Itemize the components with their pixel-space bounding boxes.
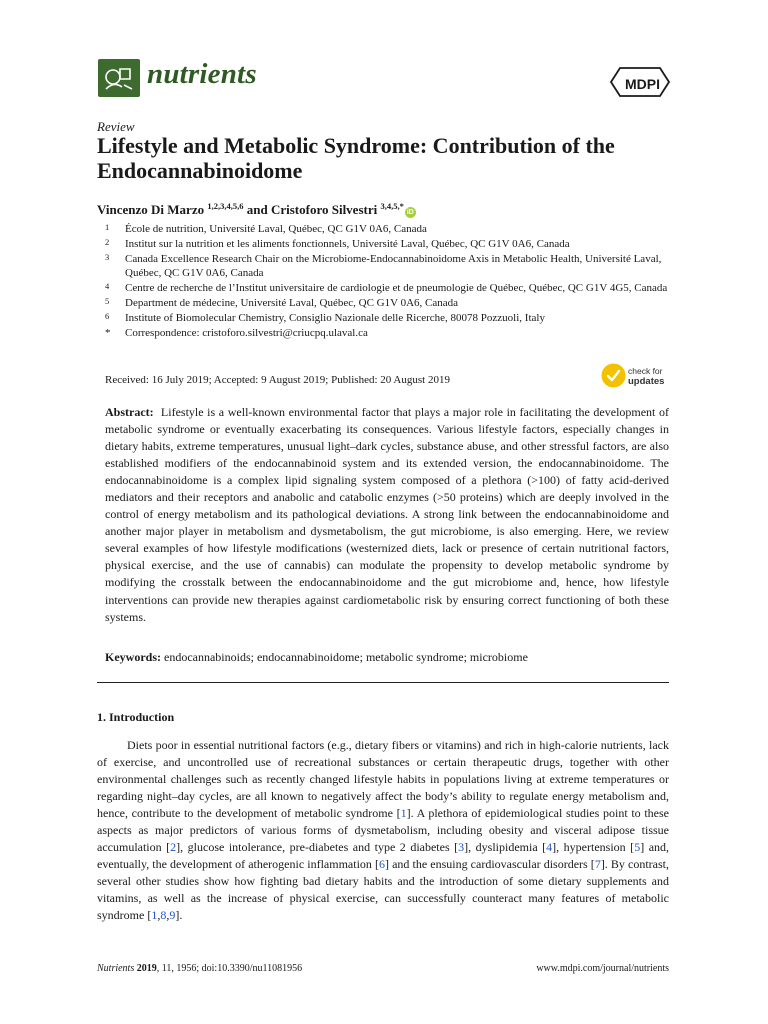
citation-link[interactable]: 7 xyxy=(594,857,601,872)
affiliation-text: Institute of Biomolecular Chemistry, Consiglio Nazionale delle Ricerche, 80078 Pozzuoli, Italy xyxy=(125,311,545,324)
intro-text: ]. xyxy=(175,908,183,923)
footer-year: 2019 xyxy=(136,963,157,974)
affiliation-text: Canada Excellence Research Chair on the Microbiome-Endocannabinoidome Axis in Metabolic Health, Université Laval, Québec, QC G1V 0A6, Canada xyxy=(125,252,662,280)
citation-link[interactable]: 5 xyxy=(634,840,641,855)
author-joiner: and xyxy=(246,202,268,217)
citation-link[interactable]: 2 xyxy=(170,840,177,855)
citation-link[interactable]: 9 xyxy=(169,908,176,923)
citation-link[interactable]: 6 xyxy=(379,857,385,872)
intro-text: , xyxy=(157,908,161,923)
intro-text: ], glucose intolerance, pre-diabetes and type 2 diabetes [ xyxy=(176,840,459,855)
check-updates-icon[interactable] xyxy=(601,363,626,388)
affiliation-item xyxy=(103,296,673,311)
affiliation-text: Centre de recherche de l’Institut universitaire de cardiologie et de pneumologie de Québec, Québec, QC G1V 4G5, Canada xyxy=(125,282,668,295)
article-title: Lifestyle and Metabolic Syndrome: Contribution of the Endocannabinoidome xyxy=(97,133,615,183)
keywords-text: endocannabinoids; endocannabinoidome; metabolic syndrome; microbiome xyxy=(164,650,528,664)
intro-text: ]. A plethora of epidemiological studies point to these aspects as major predictors of various forms of dysmetabolism, including obesity and visceral adipose tissue accumulation [ xyxy=(97,806,669,855)
affiliation-item xyxy=(103,222,673,237)
author-list xyxy=(97,201,416,218)
citation-link[interactable]: 3 xyxy=(458,840,465,855)
footer-doi[interactable]: , 11, 1956; doi:10.3390/nu11081956 xyxy=(156,963,303,974)
citation-link[interactable]: 1 xyxy=(400,806,407,821)
footer-citation xyxy=(97,963,302,974)
citation-link[interactable]: 4 xyxy=(546,840,553,855)
abstract-text: Lifestyle is a well-known environmental factor that plays a major role in facilitating the development of metabolic syndrome or eventually exacerbating its consequences. Various lifestyle factors, especially changes in dietary habits, extreme temperatures, unusual light–dark cycles, substance abuse, and other stressful factors, are also established modifiers of the endocannabinoid system and its extended version, the endocannabinoidome. The endocannabinoidome is a complex lipid signaling system composed of a plethora (>100) of fatty acid-derived mediators and their receptors and anabolic and catabolic enzymes (>50 proteins) which are deeply involved in the control of energy metabolism and its pathological deviations. A strong link between the endocannabinoidome and another major player in metabolism and dysmetabolism, the gut microbiome, is also emerging. Here, we review several examples of how lifestyle modifications (westernized diets, lack or presence of certain nutritional factors, physical exercise, and the use of cannabis) can modulate the propensity to develop metabolic syndrome by modifying the crosstalk between the endocannabinoidome and the gut microbiome and, hence, how lifestyle interventions can provide new therapies against cardiometabolic risk by ensuring correct functioning of both these systems. xyxy=(105,405,670,624)
affiliation-number: 4 xyxy=(105,281,110,292)
affiliation-item xyxy=(103,237,673,252)
affiliation-number: 2 xyxy=(105,236,110,247)
keywords xyxy=(105,650,669,665)
check-updates-line2: updates xyxy=(628,375,665,387)
affiliation-number: 6 xyxy=(105,310,110,321)
correspondence-item xyxy=(103,326,673,341)
footer-journal: Nutrients xyxy=(97,963,135,974)
check-updates-label[interactable] xyxy=(628,367,664,386)
introduction-paragraph xyxy=(97,737,669,925)
abstract xyxy=(105,404,669,626)
affiliation-text: École de nutrition, Université Laval, Québec, QC G1V 0A6, Canada xyxy=(125,223,427,235)
citation-link[interactable]: 8 xyxy=(160,908,167,923)
author-affiliation-marks: 1,2,3,4,5,6 xyxy=(207,201,244,211)
affiliation-text: Institut sur la nutrition et les aliments fonctionnels, Université Laval, Québec, QC G1V 0A6, Canada xyxy=(125,237,570,250)
intro-text: ] and the ensuing cardiovascular disorders [ xyxy=(385,857,595,872)
intro-text: Diets poor in essential nutritional factors (e.g., dietary fibers or vitamins) and rich in high-calorie nutrients, lack of exercise, and uncontrolled use of recreational substances or certain therapeutic drugs, together with other environmental challenges such as recently changed lifestyle habits in populations living at extreme temperatures or regarding night–day cycles, are all known to negatively affect the body’s ability to regulate energy metabolism and, hence, contribute to the development of metabolic syndrome [ xyxy=(97,738,669,821)
keywords-label: Keywords: xyxy=(105,650,161,664)
section-heading-introduction: 1. Introduction xyxy=(97,710,175,724)
article-type: Review xyxy=(97,119,135,134)
affiliations-list xyxy=(103,222,673,340)
correspondence-text[interactable]: Correspondence: cristoforo.silvestri@criucpq.ulaval.ca xyxy=(125,326,368,339)
author-name[interactable]: Cristoforo Silvestri xyxy=(270,202,378,217)
section-divider xyxy=(97,682,669,683)
correspondence-mark: * xyxy=(105,326,111,339)
affiliation-number: 3 xyxy=(105,251,110,262)
abstract-label: Abstract: xyxy=(105,405,154,419)
check-updates-line1: check for xyxy=(628,366,663,376)
affiliation-item xyxy=(103,281,673,296)
intro-text: , xyxy=(166,908,170,923)
publication-dates: Received: 16 July 2019; Accepted: 9 August 2019; Published: 20 August 2019 xyxy=(105,374,450,386)
affiliation-number: 1 xyxy=(105,222,110,232)
journal-name: nutrients xyxy=(147,58,257,90)
publisher-name: MDPI xyxy=(625,76,660,92)
intro-text: ] and, eventually, the development of atherogenic inflammation [ xyxy=(97,840,670,872)
affiliation-number: 5 xyxy=(105,295,110,306)
affiliation-item xyxy=(103,252,673,282)
intro-text: ], dyslipidemia [ xyxy=(464,840,547,855)
intro-text: ], hypertension [ xyxy=(552,840,635,855)
journal-logo-icon xyxy=(98,59,140,97)
orcid-icon[interactable]: iD xyxy=(406,209,414,216)
affiliation-text: Department de médecine, Université Laval, Québec, QC G1V 0A6, Canada xyxy=(125,296,459,309)
affiliation-item xyxy=(103,311,673,326)
author-name[interactable]: Vincenzo Di Marzo xyxy=(97,202,205,217)
author-affiliation-marks: 3,4,5,* xyxy=(380,201,404,211)
footer-journal-url[interactable]: www.mdpi.com/journal/nutrients xyxy=(536,963,669,974)
citation-link[interactable]: 1 xyxy=(151,908,158,923)
intro-text: ]. By contrast, several other studies show how fighting bad dietary habits and the introduction of some dietary supplements and vitamins, as well as the increase of physical exercise, can successfully counteract many features of metabolic syndrome [ xyxy=(97,857,669,923)
